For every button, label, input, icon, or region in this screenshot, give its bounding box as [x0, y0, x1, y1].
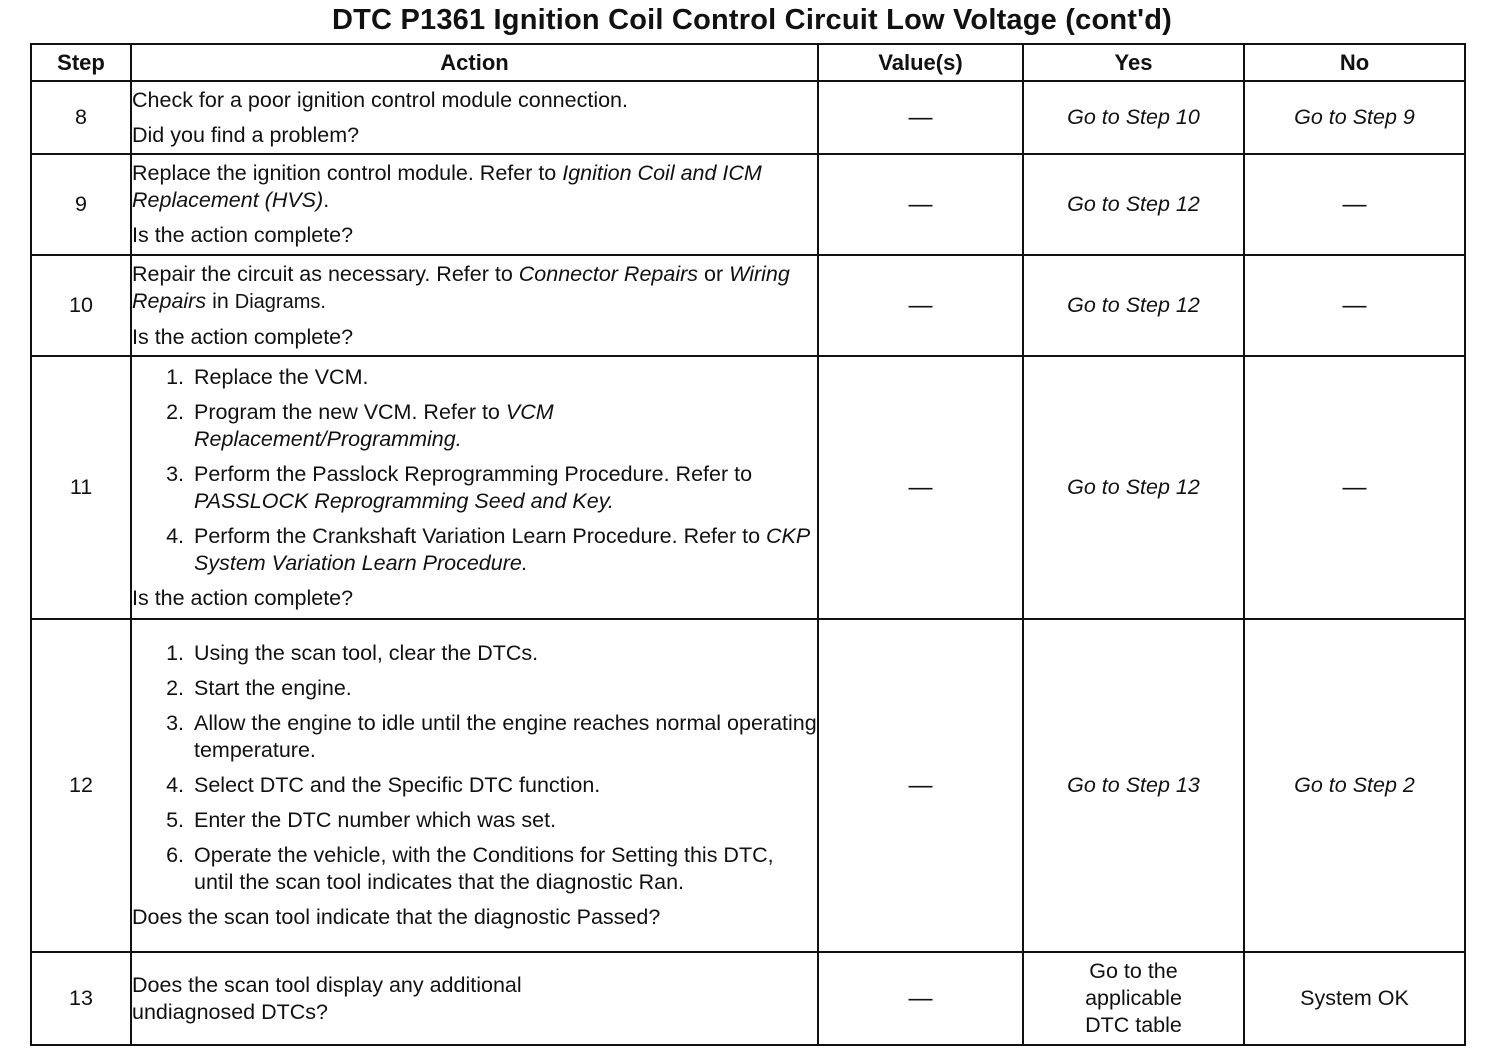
header-no: No — [1244, 44, 1465, 81]
action-text-part: Diagrams. — [234, 290, 326, 313]
action-text-part: Replace the ignition control module. Refer to — [132, 161, 563, 185]
action-cell — [131, 154, 818, 255]
value-cell: — — [818, 255, 1023, 356]
list-item-text: Program the new VCM. Refer to — [194, 399, 506, 424]
step-number: 11 — [31, 356, 131, 619]
value-cell: — — [818, 356, 1023, 619]
yes-cell: Go to the applicable DTC table — [1023, 952, 1244, 1045]
action-text-part: . — [323, 188, 330, 212]
value-cell: — — [818, 81, 1023, 154]
no-cell: — — [1244, 356, 1465, 619]
procedure-list — [132, 640, 817, 896]
action-text — [132, 160, 817, 214]
list-item — [190, 523, 817, 577]
page-title: DTC P1361 Ignition Coil Control Circuit Low Voltage (cont'd) — [331, 4, 1172, 36]
action-cell — [131, 81, 818, 154]
action-cell — [131, 356, 818, 619]
step-number: 9 — [31, 154, 131, 255]
list-item — [190, 461, 817, 515]
action-text-part: or — [698, 261, 730, 286]
header-values: Value(s) — [818, 44, 1023, 81]
list-item: 4. Select DTC and the Specific DTC function. — [190, 772, 817, 799]
action-question: Did you find a problem? — [132, 122, 360, 147]
header-action: Action — [131, 44, 818, 81]
yes-cell: Go to Step 13 — [1023, 619, 1244, 952]
no-cell: Go to Step 2 — [1244, 619, 1465, 952]
list-item: 1. Using the scan tool, clear the DTCs. — [190, 640, 817, 667]
action-question: Is the action complete? — [132, 585, 354, 610]
value-cell: — — [818, 952, 1023, 1045]
step-number: 8 — [31, 81, 131, 154]
list-item: 5. Enter the DTC number which was set. — [190, 807, 817, 834]
table-row — [31, 619, 1465, 952]
action-text: Check for a poor ignition control module connection. — [132, 87, 628, 112]
reference-link: Connector Repairs — [518, 261, 699, 286]
table-row — [31, 952, 1465, 1045]
action-question: Is the action complete? — [132, 223, 354, 247]
list-item — [190, 399, 817, 453]
header-yes: Yes — [1023, 44, 1244, 81]
table-row — [31, 255, 1465, 356]
action-cell — [131, 952, 818, 1045]
step-number: 12 — [31, 619, 131, 952]
reference-link: VCM Replacement/Programming. — [194, 399, 554, 451]
action-text — [132, 261, 817, 316]
step-number: 13 — [31, 952, 131, 1045]
yes-cell: Go to Step 12 — [1023, 356, 1244, 619]
no-cell: Go to Step 9 — [1244, 81, 1465, 154]
list-item-text: Perform the Passlock Reprogramming Procedure. Refer to — [194, 461, 753, 486]
yes-cell: Go to Step 10 — [1023, 81, 1244, 154]
action-text-part: Repair the circuit as necessary. Refer to — [132, 261, 519, 286]
step-number: 10 — [31, 255, 131, 356]
action-question: Does the scan tool indicate that the diagnostic Passed? — [132, 905, 661, 929]
table-row — [31, 356, 1465, 619]
diagnostic-table — [30, 43, 1466, 1046]
table-header-row — [31, 44, 1465, 81]
no-cell: — — [1244, 255, 1465, 356]
header-step: Step — [31, 44, 131, 81]
reference-link: Wiring Repairs — [132, 261, 790, 313]
list-item: 6. Operate the vehicle, with the Conditions for Setting this DTC, until the scan tool indicates that the diagnostic Ran. — [190, 842, 817, 896]
reference-link: PASSLOCK Reprogramming Seed and Key. — [194, 488, 614, 513]
list-item-text: Replace the VCM. — [194, 364, 369, 389]
value-cell: — — [818, 154, 1023, 255]
action-cell — [131, 255, 818, 356]
list-item: 3. Allow the engine to idle until the engine reaches normal operating temperature. — [190, 710, 817, 764]
value-cell: — — [818, 619, 1023, 952]
table-row — [31, 81, 1465, 154]
action-cell — [131, 619, 818, 952]
yes-cell: Go to Step 12 — [1023, 154, 1244, 255]
action-question: Does the scan tool display any additional undiagnosed DTCs? — [132, 972, 522, 1024]
reference-link: Ignition Coil and ICM Replacement (HVS) — [132, 161, 762, 212]
table-row — [31, 154, 1465, 255]
list-item-text: Perform the Crankshaft Variation Learn Procedure. Refer to — [194, 523, 767, 548]
reference-link: CKP System Variation Learn Procedure. — [194, 523, 810, 575]
action-text-part: in — [206, 288, 235, 313]
list-item — [190, 364, 817, 391]
yes-cell: Go to Step 12 — [1023, 255, 1244, 356]
action-question: Is the action complete? — [132, 324, 354, 349]
no-cell: — — [1244, 154, 1465, 255]
procedure-list — [132, 364, 817, 577]
no-cell: System OK — [1244, 952, 1465, 1045]
list-item: 2. Start the engine. — [190, 675, 817, 702]
